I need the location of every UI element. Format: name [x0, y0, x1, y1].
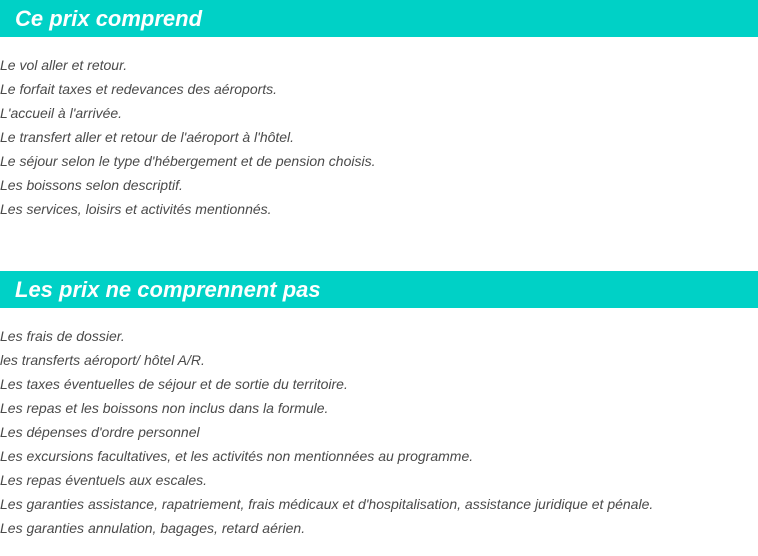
- included-item: Le séjour selon le type d'hébergement et de pension choisis.: [0, 153, 376, 169]
- excluded-item: Les repas éventuels aux escales.: [0, 472, 208, 488]
- included-item: L'accueil à l'arrivée.: [0, 105, 123, 121]
- excluded-item: Les taxes éventuelles de séjour et de sortie du territoire.: [0, 376, 348, 392]
- included-item: Le forfait taxes et redevances des aéroports.: [0, 81, 278, 97]
- included-item: Les boissons selon descriptif.: [0, 177, 183, 193]
- excluded-item: Les garanties annulation, bagages, retard aérien.: [0, 520, 306, 536]
- included-item: Le vol aller et retour.: [0, 57, 128, 73]
- excluded-item: Les excursions facultatives, et les activités non mentionnées au programme.: [0, 448, 474, 464]
- included-item: Les services, loisirs et activités mentionnés.: [0, 201, 272, 217]
- excluded-section-title: Les prix ne comprennent pas: [15, 277, 321, 302]
- excluded-item: Les frais de dossier.: [0, 328, 125, 344]
- included-section-header: [0, 0, 758, 37]
- excluded-section-header: [0, 271, 758, 308]
- excluded-item: les transferts aéroport/ hôtel A/R.: [0, 352, 205, 368]
- included-item: Le transfert aller et retour de l'aéroport à l'hôtel.: [0, 129, 295, 145]
- excluded-item: Les repas et les boissons non inclus dans la formule.: [0, 400, 329, 416]
- excluded-item: Les dépenses d'ordre personnel: [0, 424, 200, 440]
- excluded-items-list: [0, 324, 653, 540]
- excluded-item: Les garanties assistance, rapatriement, frais médicaux et d'hospitalisation, assistance juridique et pénale.: [0, 496, 654, 512]
- included-section-title: Ce prix comprend: [15, 6, 203, 31]
- included-items-list: [0, 53, 375, 221]
